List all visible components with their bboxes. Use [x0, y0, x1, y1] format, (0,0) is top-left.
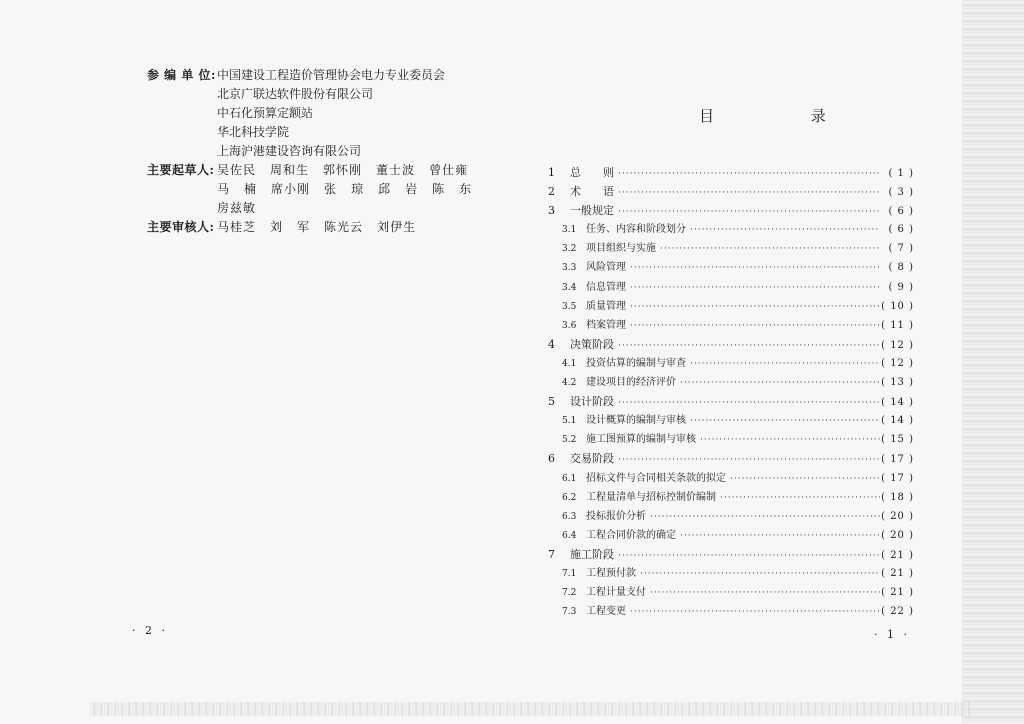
toc-page-number: ( 17 ): [881, 454, 914, 466]
toc-section-title: 信息管理: [586, 281, 626, 293]
toc-section-number: 4.1: [562, 358, 577, 369]
main-reviewers: [147, 218, 507, 237]
toc-leader-dots: [630, 259, 880, 278]
toc-leader-dots: [690, 221, 880, 240]
credit-row: [147, 104, 507, 123]
toc-leader-dots: [680, 374, 880, 393]
credit-row: [147, 66, 507, 85]
toc-section-title: 工程合同价款的确定: [586, 529, 676, 541]
toc-entry[interactable]: [548, 182, 914, 201]
toc-section-title: 建设项目的经济评价: [586, 377, 676, 389]
person-name: 邱: [378, 182, 392, 196]
unit-name: 北京广联达软件股份有限公司: [217, 87, 374, 101]
toc-entry[interactable]: [548, 354, 914, 373]
toc-page-number: ( 15 ): [881, 434, 914, 446]
toc-section-title: 任务、内容和阶段划分: [586, 224, 686, 236]
toc-section-number: 3.2: [562, 244, 577, 255]
toc-leader-dots: [630, 279, 880, 298]
toc-leader-dots: [650, 508, 880, 527]
toc-section-number: 2: [548, 185, 555, 199]
right-page: [512, 0, 962, 724]
person-name: 军: [297, 220, 311, 234]
toc-section-title: 工程计量支付: [586, 587, 646, 599]
toc-entry[interactable]: [548, 545, 914, 564]
toc-section-title: 设计概算的编制与审核: [586, 415, 686, 427]
toc-page-number: ( 20 ): [881, 529, 914, 541]
toc-section-number: 6.3: [562, 511, 577, 522]
participating-units: [147, 66, 507, 161]
page-number: · 2 ·: [132, 624, 168, 637]
toc-page-number: ( 11 ): [881, 319, 914, 331]
toc-page-number: ( 6 ): [888, 206, 914, 218]
toc-page-number: ( 21 ): [881, 567, 914, 579]
person-name: 马桂芝: [217, 220, 257, 234]
toc-leader-dots: [680, 527, 880, 546]
person-name: 周和生: [270, 163, 310, 177]
table-of-contents: [548, 163, 914, 621]
credit-row: [147, 123, 507, 142]
person-name: 琼: [351, 182, 365, 196]
credit-row: [147, 161, 507, 180]
toc-entry[interactable]: [548, 278, 914, 297]
toc-leader-dots: [630, 603, 880, 622]
toc-page-number: ( 20 ): [881, 510, 914, 522]
person-name: 郭怀刚: [323, 163, 363, 177]
toc-section-title: 质量管理: [586, 300, 626, 312]
toc-entry[interactable]: [548, 583, 914, 602]
toc-entry[interactable]: [548, 297, 914, 316]
toc-section-number: 3.3: [562, 263, 577, 274]
unit-name: 中国建设工程造价管理协会电力专业委员会: [217, 68, 446, 82]
toc-leader-dots: [618, 547, 880, 566]
toc-section-number: 6: [548, 452, 555, 466]
toc-section-title: 一般规定: [570, 204, 614, 218]
toc-leader-dots: [618, 165, 880, 184]
toc-section-title: 档案管理: [586, 319, 626, 331]
unit-name: 中石化预算定额站: [217, 106, 314, 120]
toc-section-title: 投资估算的编制与审查: [586, 357, 686, 369]
toc-section-title: 交易阶段: [570, 452, 614, 466]
person-name: 陈: [432, 182, 446, 196]
toc-section-title: 招标文件与合同相关条款的拟定: [586, 472, 726, 484]
toc-page-number: ( 13 ): [881, 377, 914, 389]
toc-section-title: 施工阶段: [570, 547, 614, 561]
toc-entry[interactable]: [548, 411, 914, 430]
person-name: 马: [217, 182, 231, 196]
credit-row: [147, 218, 507, 237]
toc-leader-dots: [640, 565, 880, 584]
toc-leader-dots: [660, 240, 880, 259]
toc-entry[interactable]: [548, 602, 914, 621]
toc-section-number: 1: [548, 166, 555, 179]
toc-page-number: ( 21 ): [881, 549, 914, 561]
person-name: 席小刚: [271, 182, 311, 196]
toc-page-number: ( 12 ): [881, 357, 914, 369]
toc-section-number: 5: [548, 395, 555, 409]
toc-leader-dots: [618, 184, 880, 203]
credit-label: 主要审核人:: [147, 220, 215, 234]
toc-entry[interactable]: [548, 564, 914, 583]
toc-section-number: 7.3: [562, 607, 577, 618]
credit-row: [147, 199, 507, 218]
toc-page-number: ( 22 ): [881, 606, 914, 618]
toc-section-number: 3.1: [562, 225, 577, 236]
toc-leader-dots: [730, 470, 880, 489]
toc-page-number: ( 21 ): [881, 587, 914, 599]
toc-section-number: 5.1: [562, 416, 577, 427]
person-name: 张: [324, 182, 338, 196]
toc-section-number: 4: [548, 337, 555, 351]
toc-section-title: 设计阶段: [570, 395, 614, 409]
toc-leader-dots: [700, 431, 880, 450]
person-name: 岩: [405, 182, 419, 196]
toc-section-number: 3.6: [562, 320, 577, 331]
person-name: 董士波: [376, 163, 416, 177]
toc-entry[interactable]: [548, 526, 914, 545]
unit-name: 上海沪港建设咨询有限公司: [217, 144, 362, 158]
toc-entry[interactable]: [548, 335, 914, 354]
toc-entry[interactable]: [548, 392, 914, 411]
toc-page-number: ( 14 ): [881, 397, 914, 409]
toc-section-number: 6.1: [562, 473, 577, 484]
toc-leader-dots: [720, 489, 880, 508]
page-number: · 1 ·: [874, 628, 910, 641]
toc-section-title: 风险管理: [586, 262, 626, 274]
toc-section-title: 施工图预算的编制与审核: [586, 434, 696, 446]
toc-section-title: 术 语: [570, 185, 614, 199]
toc-section-number: 7.2: [562, 588, 577, 599]
toc-page-number: ( 1 ): [888, 168, 914, 179]
credit-row: [147, 85, 507, 104]
toc-entry[interactable]: [548, 373, 914, 392]
person-name: 吴佐民: [217, 163, 257, 177]
toc-page-number: ( 3 ): [888, 187, 914, 199]
toc-section-title: 决策阶段: [570, 337, 614, 351]
credit-label: 主要起草人:: [147, 163, 215, 177]
person-name: 曾仕雍: [429, 163, 469, 177]
toc-entry[interactable]: [548, 258, 914, 277]
toc-page-number: ( 18 ): [881, 491, 914, 503]
toc-section-number: 7.1: [562, 568, 577, 579]
toc-entry[interactable]: [548, 316, 914, 335]
toc-section-title: 项目组织与实施: [586, 243, 656, 255]
toc-page-number: ( 9 ): [888, 281, 914, 293]
toc-section-number: 3.5: [562, 301, 577, 312]
toc-section-number: 6.2: [562, 492, 577, 503]
unit-name: 华北科技学院: [217, 125, 290, 139]
toc-leader-dots: [630, 317, 880, 336]
person-name: 刘伊生: [377, 220, 417, 234]
toc-entry[interactable]: [548, 449, 914, 468]
toc-section-title: 工程变更: [586, 606, 626, 618]
toc-page-number: ( 6 ): [888, 224, 914, 236]
person-name: 陈光云: [324, 220, 364, 234]
toc-leader-dots: [690, 412, 880, 431]
toc-entry[interactable]: [548, 220, 914, 239]
toc-entry[interactable]: [548, 201, 914, 220]
toc-page-number: ( 12 ): [881, 339, 914, 351]
toc-section-number: 6.4: [562, 530, 577, 541]
main-drafters: [147, 161, 507, 218]
person-name: 房兹敏: [217, 201, 257, 215]
toc-entry[interactable]: [548, 488, 914, 507]
scan-edge-noise: [962, 0, 1024, 724]
toc-section-title: 总 则: [570, 166, 614, 179]
toc-entry[interactable]: [548, 163, 914, 182]
toc-section-title: 投标报价分析: [586, 510, 646, 522]
credit-label: 参 编 单 位:: [147, 68, 216, 82]
toc-page-number: ( 7 ): [888, 243, 914, 255]
toc-page-number: ( 17 ): [881, 472, 914, 484]
toc-section-number: 5.2: [562, 435, 577, 446]
toc-entry[interactable]: [548, 430, 914, 449]
toc-section-number: 3.4: [562, 282, 577, 293]
toc-entry[interactable]: [548, 507, 914, 526]
toc-leader-dots: [650, 584, 880, 603]
toc-section-number: 3: [548, 204, 555, 218]
toc-section-title: 工程量清单与招标控制价编制: [586, 491, 716, 503]
toc-entry[interactable]: [548, 469, 914, 488]
toc-page-number: ( 8 ): [888, 262, 914, 274]
toc-leader-dots: [690, 355, 880, 374]
credit-row: [147, 180, 507, 199]
credit-row: [147, 142, 507, 161]
person-name: 东: [459, 182, 473, 196]
person-name: 楠: [244, 182, 258, 196]
credits-section: [147, 66, 507, 237]
toc-leader-dots: [630, 298, 880, 317]
toc-page-number: ( 14 ): [881, 415, 914, 427]
toc-page-number: ( 10 ): [881, 300, 914, 312]
toc-section-title: 工程预付款: [586, 567, 636, 579]
toc-section-number: 4.2: [562, 378, 577, 389]
toc-entry[interactable]: [548, 239, 914, 258]
toc-title: 目 录: [699, 107, 872, 125]
person-name: 刘: [270, 220, 284, 234]
toc-section-number: 7: [548, 547, 555, 561]
